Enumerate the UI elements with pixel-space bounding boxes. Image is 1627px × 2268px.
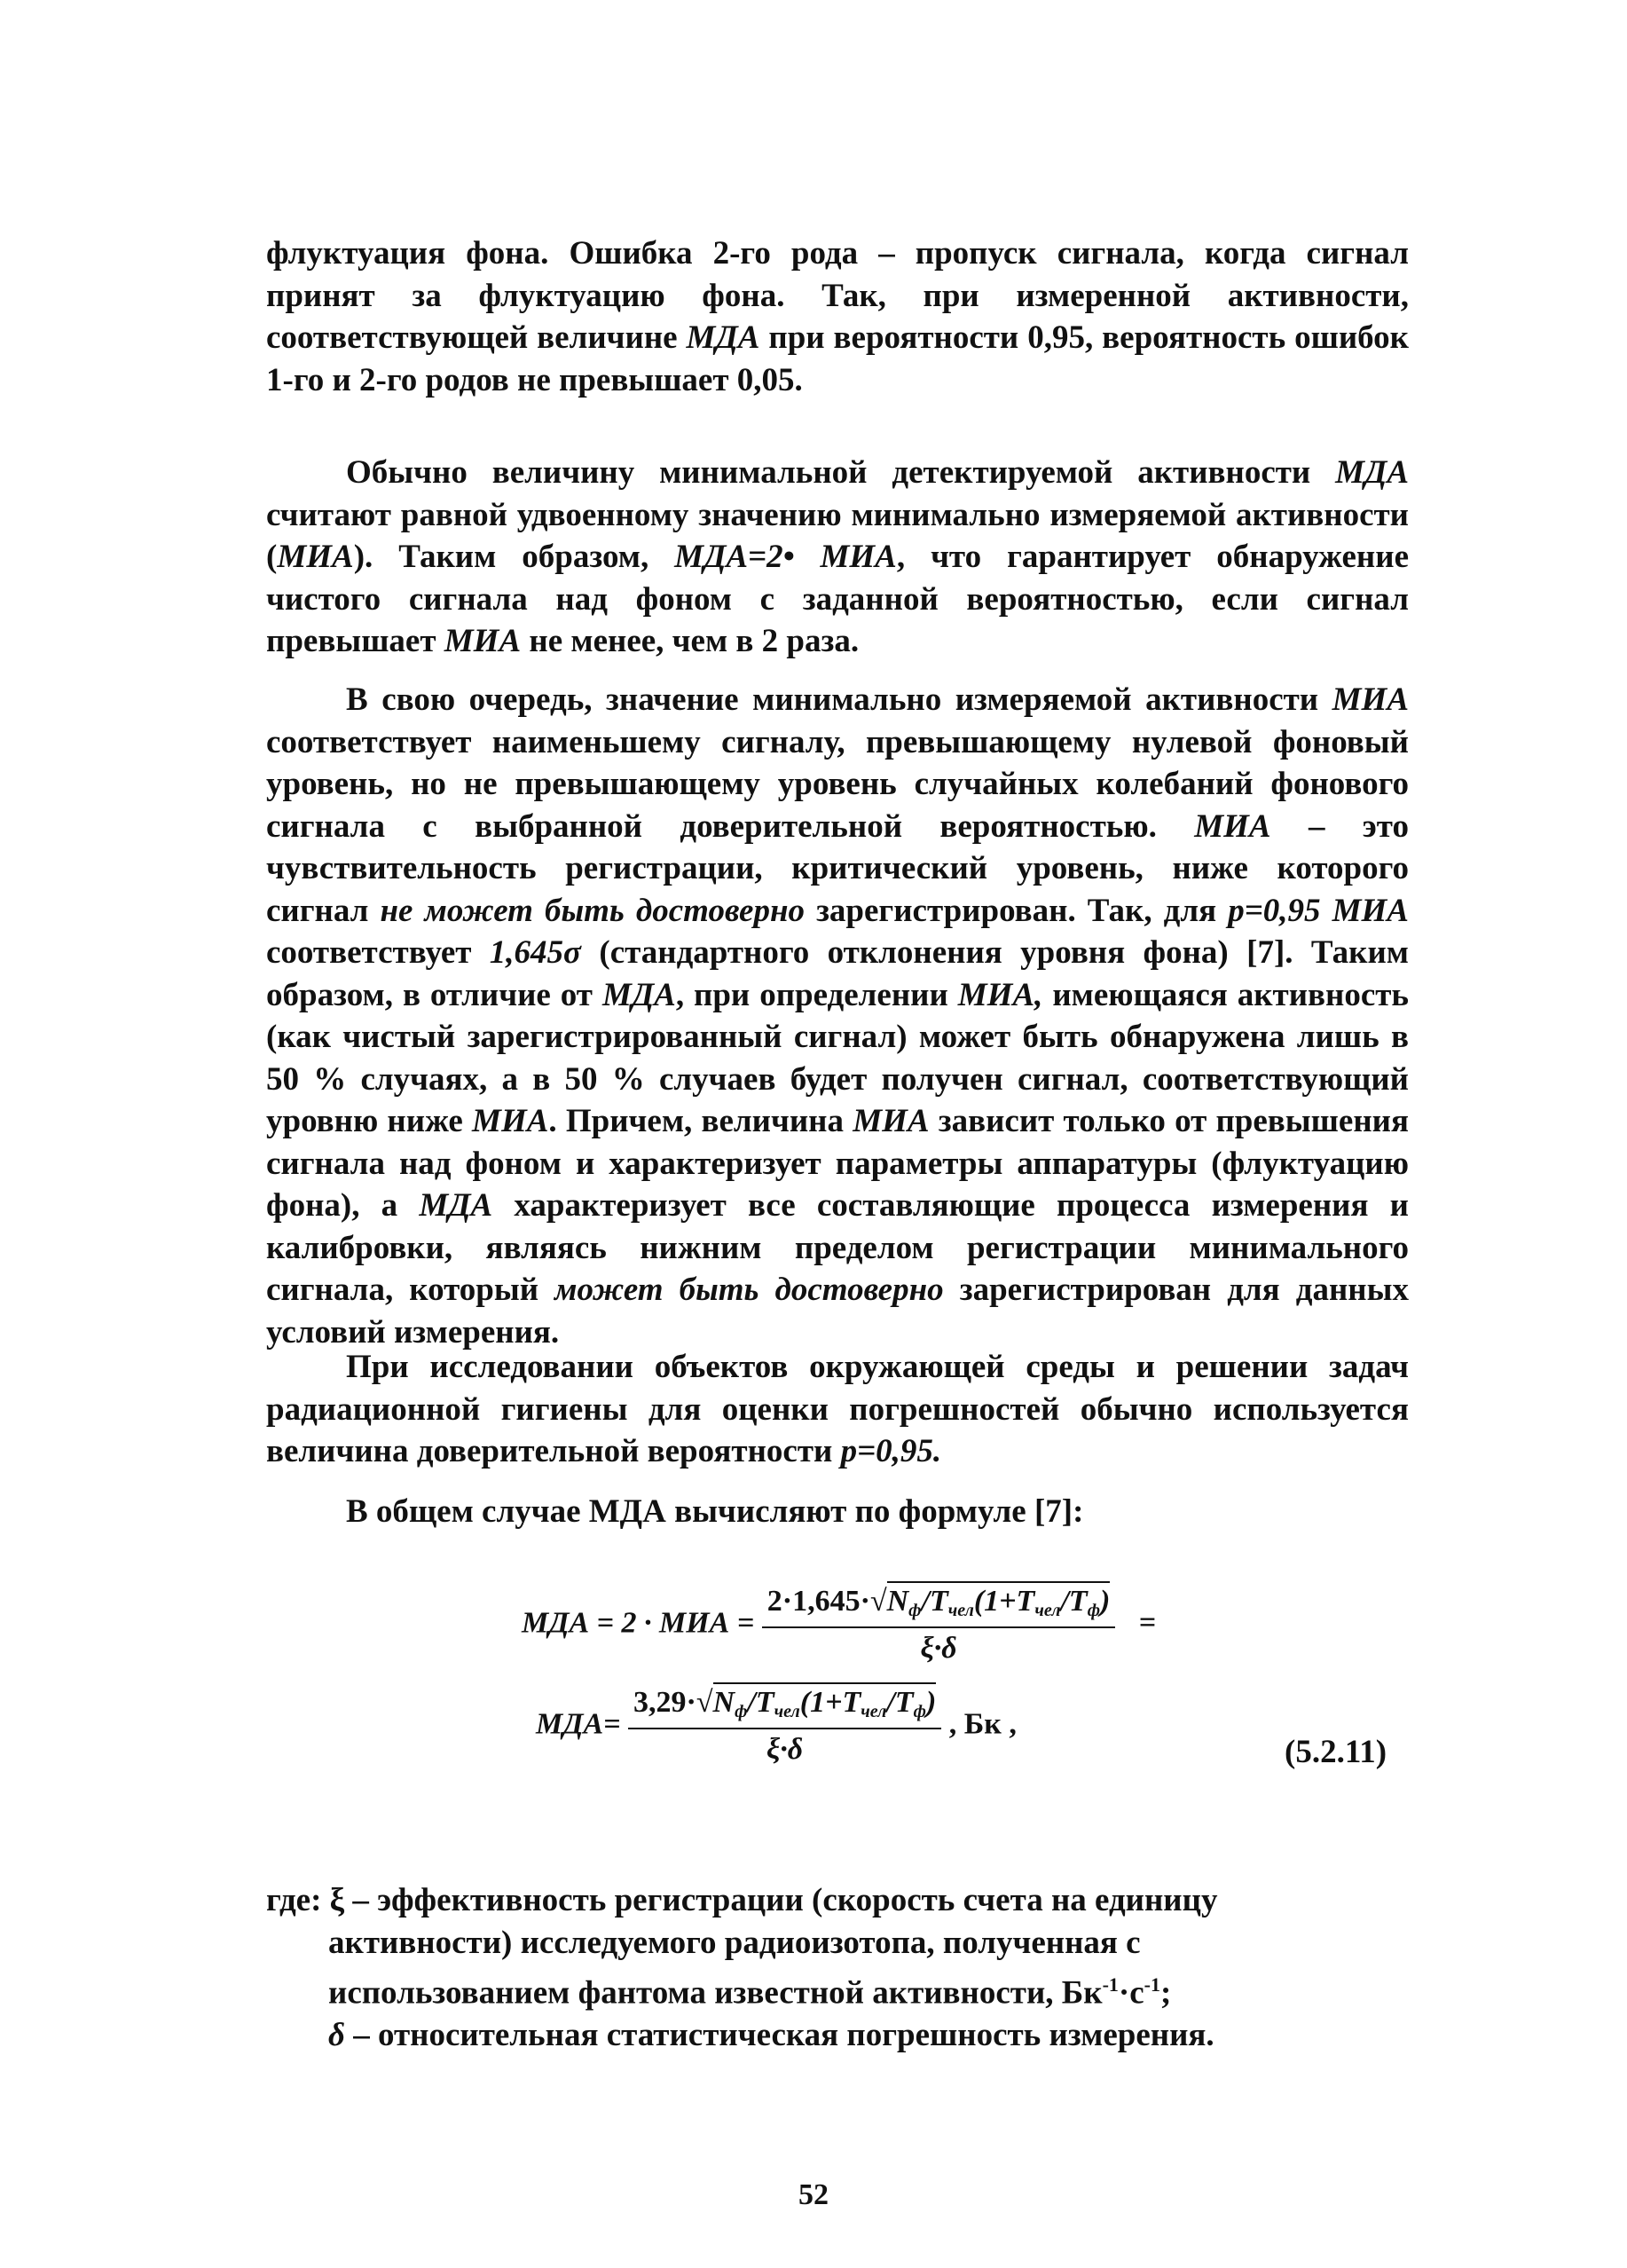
definition-xi-text-3: использованием фантома известной активности, Бк: [328, 1974, 1103, 2012]
formula-1-coef: 2·1,645·: [766, 1585, 870, 1618]
definition-xi-text-1: – эффективность регистрации (скорость счета на единицу: [352, 1882, 1218, 1918]
sqrt-symbol: √: [869, 1585, 887, 1618]
formula-2-radicand: $N_ф/T_{чел}(1+T_{чел}/T_ф)$: [713, 1682, 937, 1719]
formula-2-lhs: МДА=: [536, 1707, 621, 1741]
sqrt-symbol: √: [696, 1686, 713, 1719]
definition-delta-text: – относительная статистическая погрешность измерения.: [353, 2016, 1214, 2053]
formula-2-coef: 3,29·: [633, 1686, 696, 1719]
page-number: 52: [798, 2178, 829, 2211]
formula-line-1: [522, 1585, 1156, 1666]
formula-2-fraction: [628, 1686, 941, 1767]
definition-xi-label: где: ξ: [266, 1882, 345, 1918]
definition-xi-text-2: активности) исследуемого радиоизотопа, полученная с: [328, 1924, 1141, 1961]
formula-1-numerator: [762, 1585, 1116, 1628]
paragraph-4: При исследовании объектов окружающей среды и решении задач радиационной гигиены для оценки погрешностей обычно используется величина доверительной вероятности p=0,95.: [266, 1349, 1409, 1469]
formula-2-unit: , Бк ,: [948, 1707, 1017, 1741]
formula-2-denominator: ξ·δ: [766, 1733, 804, 1766]
definition-xi-line-3: использованием фантома известной активности, $Бк^{-1}\cdot с^{-1}$;: [328, 1973, 1172, 2012]
formula-1-fraction: [762, 1585, 1116, 1666]
definition-delta-label: δ: [328, 2016, 345, 2053]
definition-delta: [266, 2014, 1409, 2057]
definition-xi: [266, 1879, 1409, 1922]
definitions: [266, 1879, 1409, 2056]
formula-line-2: [536, 1686, 1017, 1767]
equation-number: (5.2.11): [1285, 1734, 1387, 1770]
paragraph-2: Обычно величину минимальной детектируемой активности МДА считают равной удвоенному значению минимально измеряемой активности (МИА). Таким образом, МДА=2• МИА, что гарантирует обнаружение чистого сигнала над фоном с заданной вероятностью, если сигнал превышает МИА не менее, чем в 2 раза.: [266, 454, 1409, 659]
formula-1-radicand: $N_ф/T_{чел}(1+T_{чел}/T_ф)$: [887, 1581, 1111, 1618]
formula-1-lhs: МДА = 2 · МИА =: [522, 1606, 755, 1640]
formula-1-tail: =: [1138, 1606, 1157, 1640]
paragraph-5: В общем случае МДА вычисляют по формуле [7]:: [346, 1493, 1084, 1530]
formula-2-numerator: [628, 1686, 941, 1729]
paragraph-1: флуктуация фона. Ошибка 2-го рода – пропуск сигнала, когда сигнал принят за флуктуацию фона. Так, при измеренной активности, соответствующей величине МДА при вероятности 0,95, вероятность ошибок 1-го и 2-го родов не превышает 0,05.: [266, 235, 1409, 398]
formula-1-denominator: ξ·δ: [920, 1632, 957, 1665]
paragraph-3: В свою очередь, значение минимально измеряемой активности МИА соответствует наименьшему сигналу, превышающему нулевой фоновый уровень, но не превышающему уровень случайных колебаний фонового сигнала с выбранной доверительной вероятностью. МИА – это чувствительность регистрации, критический уровень, ниже которого сигнал не может быть достоверно зарегистрирован. Так, для p=0,95 МИА соответствует 1,645σ (стандартного отклонения уровня фона) [7]. Таким образом, в отличие от МДА, при определении МИА, имеющаяся активность (как чистый зарегистрированный сигнал) может быть обнаружена лишь в 50 % случаях, а в 50 % случаев будет получен сигнал, соответствующий уровню ниже МИА. Причем, величина МИА зависит только от превышения сигнала над фоном и характеризует параметры аппаратуры (флуктуацию фона), а МДА характеризует все составляющие процесса измерения и калибровки, являясь нижним пределом регистрации минимального сигнала, который может быть достоверно зарегистрирован для данных условий измерения.: [266, 681, 1410, 1351]
